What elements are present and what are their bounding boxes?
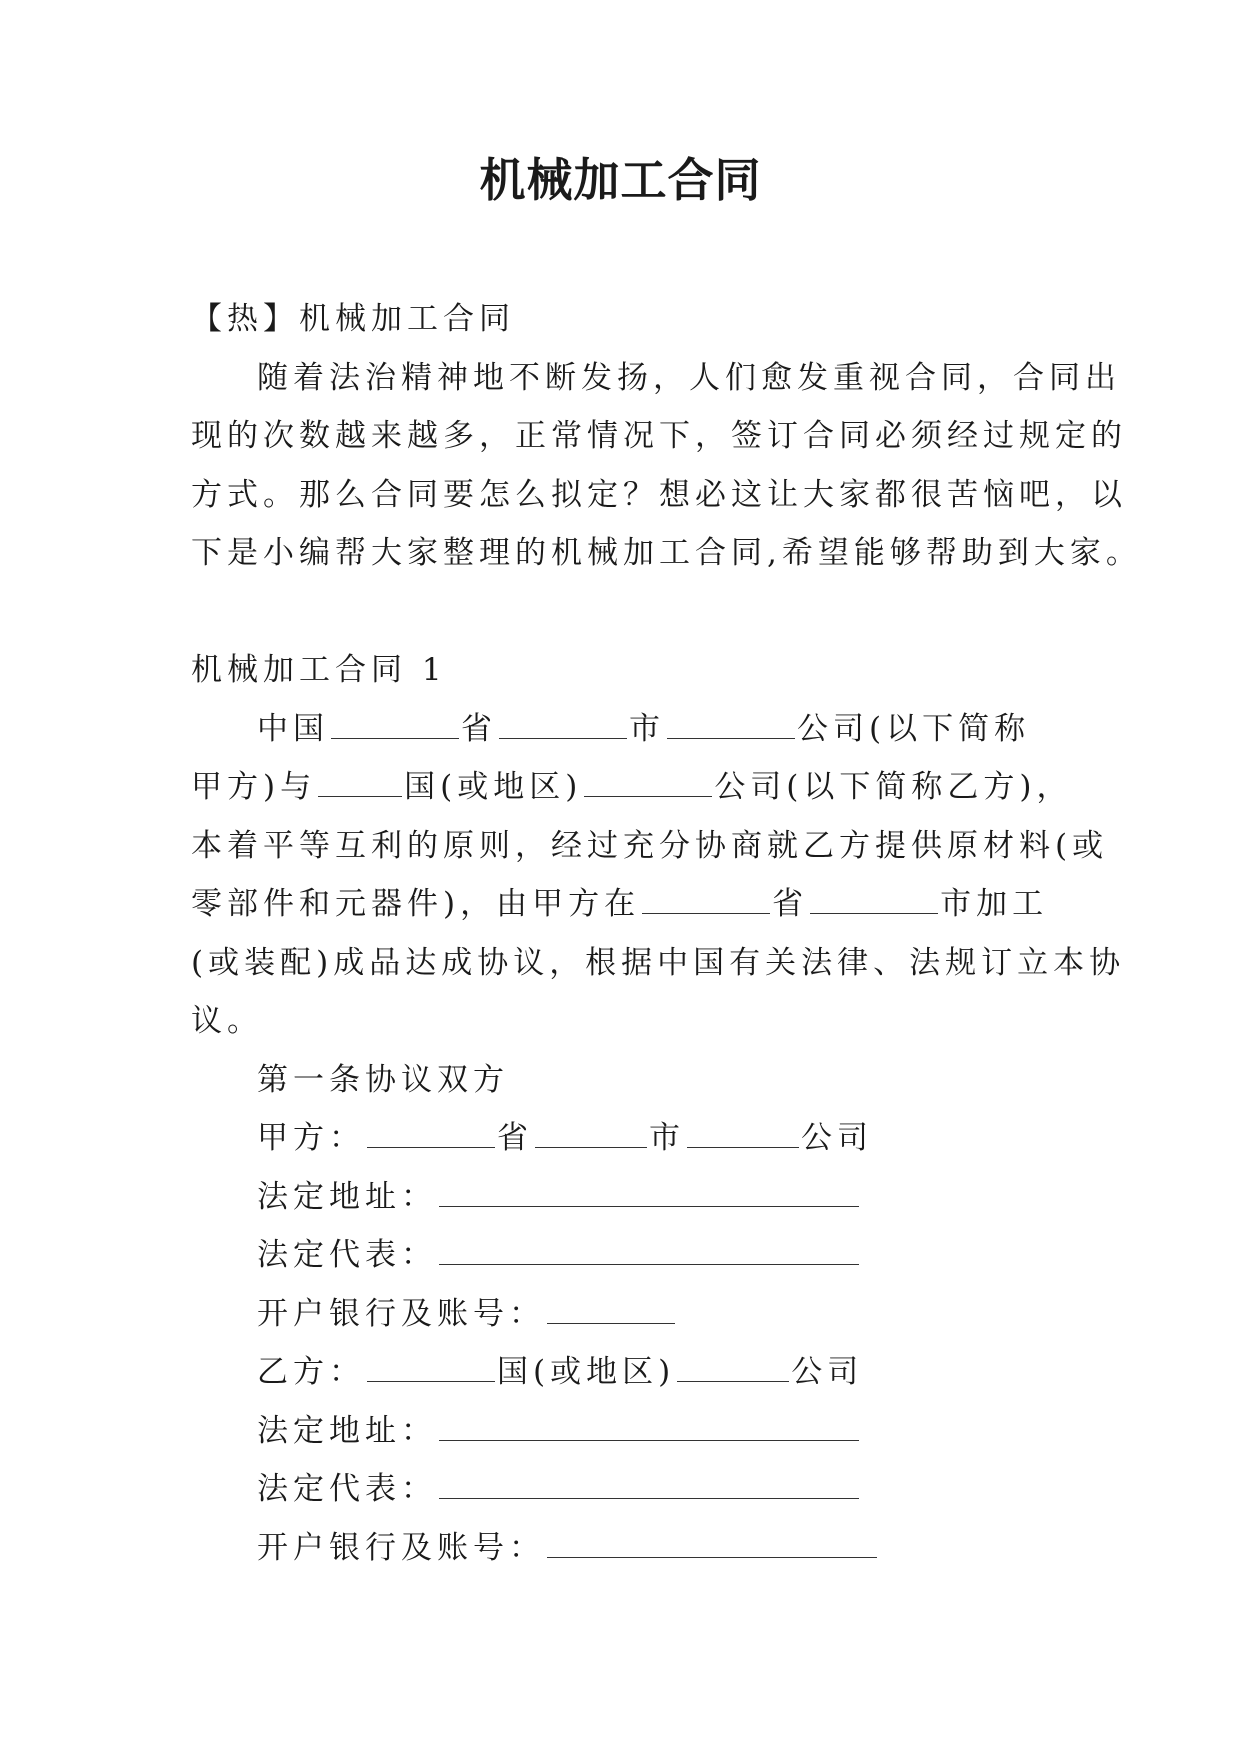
blank-line	[439, 1182, 859, 1207]
preamble-line: 议。	[191, 1003, 263, 1039]
blank-line	[499, 714, 627, 739]
rep-label: 法定代表：	[257, 1471, 437, 1507]
preamble-text: 市	[629, 710, 665, 747]
preamble-text: 省	[772, 886, 809, 922]
party-a-bank-line	[191, 1285, 1053, 1344]
intro-line: 随着法治精神地不断发扬，人们愈发重视合同，合同出	[257, 359, 1121, 396]
preamble-line	[191, 875, 1053, 934]
address-label: 法定地址：	[257, 1178, 437, 1215]
hot-heading: 【热】机械加工合同	[191, 301, 515, 337]
blank-line	[439, 1474, 859, 1499]
blank-line	[331, 714, 459, 739]
blank-line	[547, 1299, 675, 1324]
preamble-text: 公司(以下简称乙方)，	[714, 769, 1073, 805]
blank-line	[318, 772, 402, 797]
country-label: 国(或地区)	[497, 1354, 676, 1390]
preamble-line: (或装配)成品达成协议，根据中国有关法律、法规订立本协	[191, 944, 1126, 981]
company-label: 公司	[801, 1120, 873, 1156]
rep-label: 法定代表：	[257, 1237, 437, 1273]
preamble-text: 市加工	[940, 886, 1049, 922]
blank-line	[439, 1416, 859, 1441]
province-label: 省	[497, 1120, 533, 1156]
party-a-label: 甲方：	[257, 1120, 365, 1156]
blank-line	[642, 889, 770, 914]
bank-label: 开户银行及账号：	[257, 1295, 545, 1332]
blank-line	[687, 1123, 799, 1148]
intro-line: 现的次数越来越多，正常情况下，签订合同必须经过规定的	[191, 418, 1127, 454]
intro-line: 方式。那么合同要怎么拟定？想必这让大家都很苦恼吧，以	[191, 476, 1127, 513]
preamble-text: 省	[461, 710, 497, 747]
preamble-text: 甲方)与	[191, 769, 317, 805]
party-b-line	[191, 1343, 1053, 1402]
blank-line	[547, 1533, 877, 1558]
company-label: 公司	[791, 1354, 864, 1390]
preamble-line	[191, 758, 1073, 817]
blank-line	[677, 1357, 789, 1382]
article-heading: 第一条协议双方	[257, 1061, 509, 1098]
blank-line	[535, 1123, 647, 1148]
preamble-line: 本着平等互利的原则，经过充分协商就乙方提供原材料(或	[191, 827, 1109, 864]
party-b-address-line	[191, 1402, 1053, 1461]
preamble-text: 国(或地区)	[404, 769, 583, 805]
party-b-bank-line	[191, 1519, 1053, 1578]
document-title: 机械加工合同	[479, 153, 762, 207]
blank-line	[667, 714, 795, 739]
blank-line	[367, 1123, 495, 1148]
preamble-text: 中国	[257, 710, 329, 747]
paragraph-gap	[191, 583, 1053, 642]
bank-label: 开户银行及账号：	[257, 1529, 545, 1566]
preamble-text: 零部件和元器件)，由甲方在	[191, 886, 641, 922]
party-b-label: 乙方：	[257, 1354, 365, 1390]
party-a-address-line	[191, 1168, 1053, 1227]
document-body	[191, 290, 1142, 1577]
blank-line	[584, 772, 712, 797]
intro-line: 下是小编帮大家整理的机械加工合同,希望能够帮助到大家。	[191, 535, 1142, 571]
city-label: 市	[649, 1120, 685, 1156]
party-a-rep-line	[191, 1226, 1053, 1285]
blank-line	[810, 889, 938, 914]
preamble-line	[191, 700, 1053, 759]
preamble-text: 公司(以下简称	[797, 710, 1031, 747]
address-label: 法定地址：	[257, 1412, 437, 1449]
party-a-line	[191, 1109, 1053, 1168]
contract-title: 机械加工合同 1	[191, 652, 447, 688]
party-b-rep-line	[191, 1460, 1053, 1519]
blank-line	[439, 1240, 859, 1265]
blank-line	[367, 1357, 495, 1382]
